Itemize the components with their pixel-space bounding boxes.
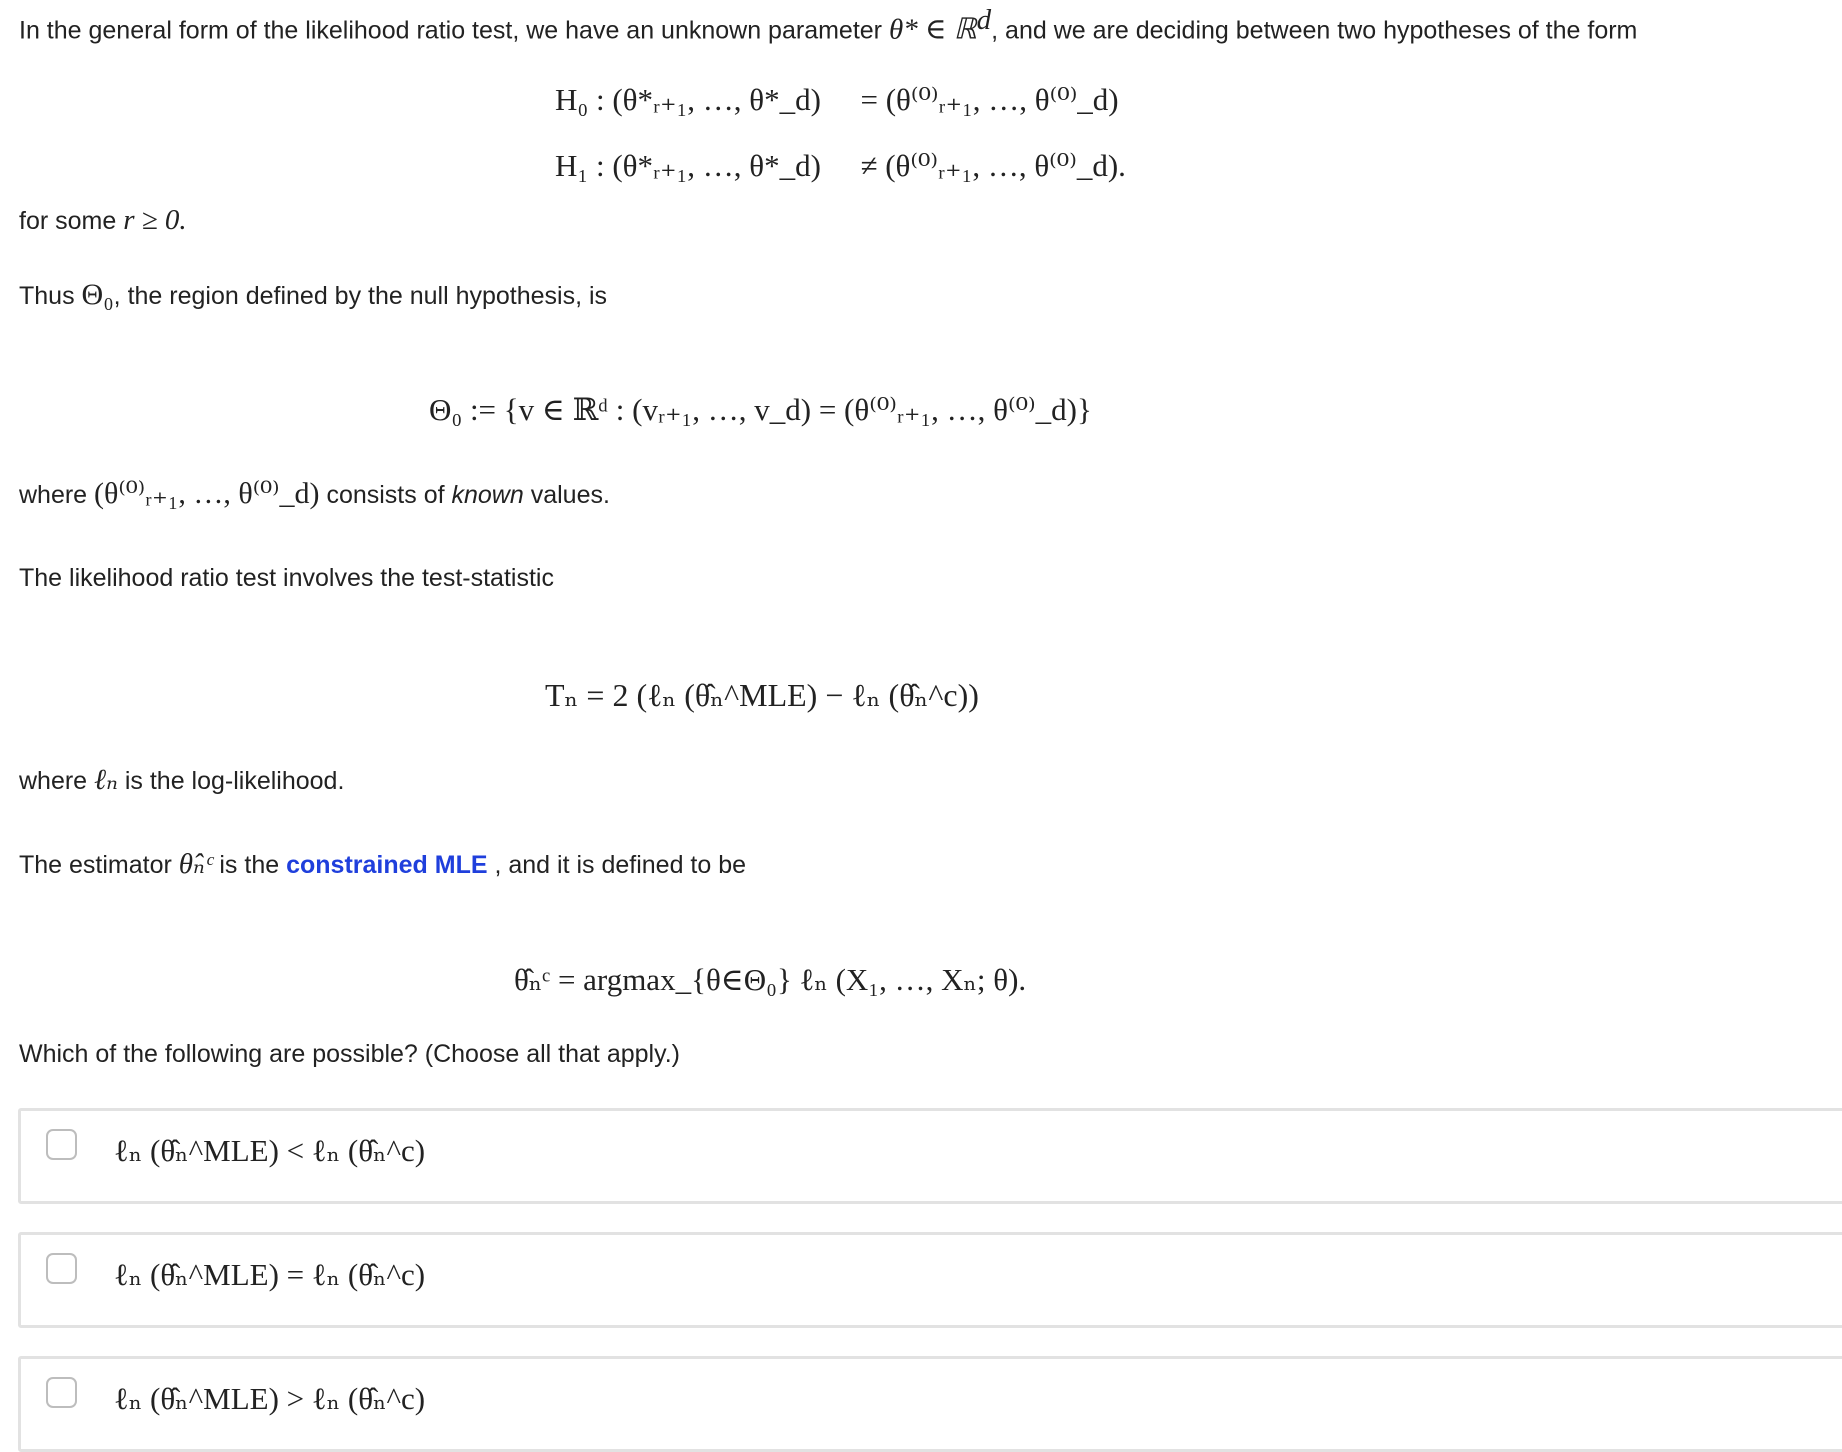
estimator-text-mid: is the <box>219 851 280 879</box>
h1-rhs: (θ⁽⁰⁾ᵣ₊₁, …, θ⁽⁰⁾_d). <box>885 148 1126 183</box>
intro-text-before: In the general form of the likelihood ratio test, we have an unknown parameter <box>19 16 883 45</box>
where-loglik-text: where <box>19 767 88 795</box>
choice-3-rhs: ℓₙ (θ̂ₙ^c) <box>311 1381 426 1416</box>
choice-2-math <box>114 1257 425 1293</box>
choice-option-1[interactable] <box>18 1108 1842 1204</box>
h1-rel: ≠ <box>860 148 878 183</box>
where-known-em: known <box>451 481 524 509</box>
choice-1-checkbox[interactable] <box>46 1129 77 1160</box>
choice-3-math <box>114 1381 425 1417</box>
hypothesis-h0 <box>555 82 1119 118</box>
choice-3-rel: > <box>286 1381 305 1416</box>
thus-math: Θ₀ <box>81 278 114 311</box>
h0-rel: = <box>860 82 878 117</box>
choice-1-lhs: ℓₙ (θ̂ₙ^MLE) <box>114 1133 279 1168</box>
theta0-definition: Θ₀ := {v ∈ ℝᵈ : (vᵣ₊₁, …, v_d) = (θ⁽⁰⁾ᵣ₊₁, …, θ⁽⁰⁾_d)} <box>429 392 1092 427</box>
lrt-intro: The likelihood ratio test involves the test-statistic <box>19 564 554 592</box>
choice-3-lhs: ℓₙ (θ̂ₙ^MLE) <box>114 1381 279 1416</box>
where-known-line <box>19 478 610 511</box>
choice-1-rel: < <box>286 1133 305 1168</box>
estimator-text: The estimator <box>19 851 172 879</box>
hypothesis-h1 <box>555 148 1126 184</box>
choice-1-rhs: ℓₙ (θ̂ₙ^c) <box>311 1133 426 1168</box>
where-text-mid: consists of <box>326 481 445 509</box>
intro-paragraph <box>19 4 1637 46</box>
choice-2-lhs: ℓₙ (θ̂ₙ^MLE) <box>114 1257 279 1292</box>
question-text: Which of the following are possible? (Choose all that apply.) <box>19 1040 680 1068</box>
where-loglik-line <box>19 764 344 797</box>
where-loglik-math: ℓₙ <box>94 764 118 796</box>
choice-2-rhs: ℓₙ (θ̂ₙ^c) <box>311 1257 426 1292</box>
constrained-mle-link[interactable]: constrained MLE <box>286 851 488 879</box>
choice-option-3[interactable] <box>18 1356 1842 1452</box>
thus-text-before: Thus <box>19 282 75 310</box>
where-text: where <box>19 481 88 509</box>
h0-lhs: (θ*ᵣ₊₁, …, θ*_d) <box>612 82 821 117</box>
intro-math-d: d <box>976 4 992 36</box>
where-loglik-text-after: is the log-likelihood. <box>124 767 345 795</box>
for-some-text: for some <box>19 207 117 235</box>
estimator-line <box>19 848 746 881</box>
h0-rhs: (θ⁽⁰⁾ᵣ₊₁, …, θ⁽⁰⁾_d) <box>885 82 1119 117</box>
choice-option-2[interactable] <box>18 1232 1842 1328</box>
choice-1-math <box>114 1133 425 1169</box>
choice-2-checkbox[interactable] <box>46 1253 77 1284</box>
estimator-definition: θ̂ₙᶜ = argmax_{θ∈Θ₀} ℓₙ (X₁, …, Xₙ; θ). <box>514 962 1027 997</box>
choice-3-checkbox[interactable] <box>46 1377 77 1408</box>
h1-lhs: (θ*ᵣ₊₁, …, θ*_d) <box>612 148 821 183</box>
intro-text-after: , and we are deciding between two hypotheses of the form <box>991 16 1638 45</box>
where-text-after: values. <box>530 481 610 509</box>
h0-label: H₀ : <box>555 82 605 117</box>
for-some-line <box>19 204 187 237</box>
estimator-math: θ̂ₙᶜ <box>178 848 213 880</box>
thus-text-after: , the region defined by the null hypothesis, is <box>113 282 608 310</box>
estimator-text-after: , and it is defined to be <box>494 851 747 879</box>
choice-2-rel: = <box>286 1257 305 1292</box>
h1-label: H₁ : <box>555 148 605 183</box>
where-math: (θ⁽⁰⁾ᵣ₊₁, …, θ⁽⁰⁾_d) <box>94 477 320 510</box>
for-some-math: r ≥ 0. <box>123 204 187 236</box>
thus-line <box>19 279 607 312</box>
test-statistic: Tₙ = 2 (ℓₙ (θ̂ₙ^MLE) − ℓₙ (θ̂ₙ^c)) <box>545 677 979 713</box>
intro-math-theta: θ* ∈ ℝ <box>888 13 977 46</box>
